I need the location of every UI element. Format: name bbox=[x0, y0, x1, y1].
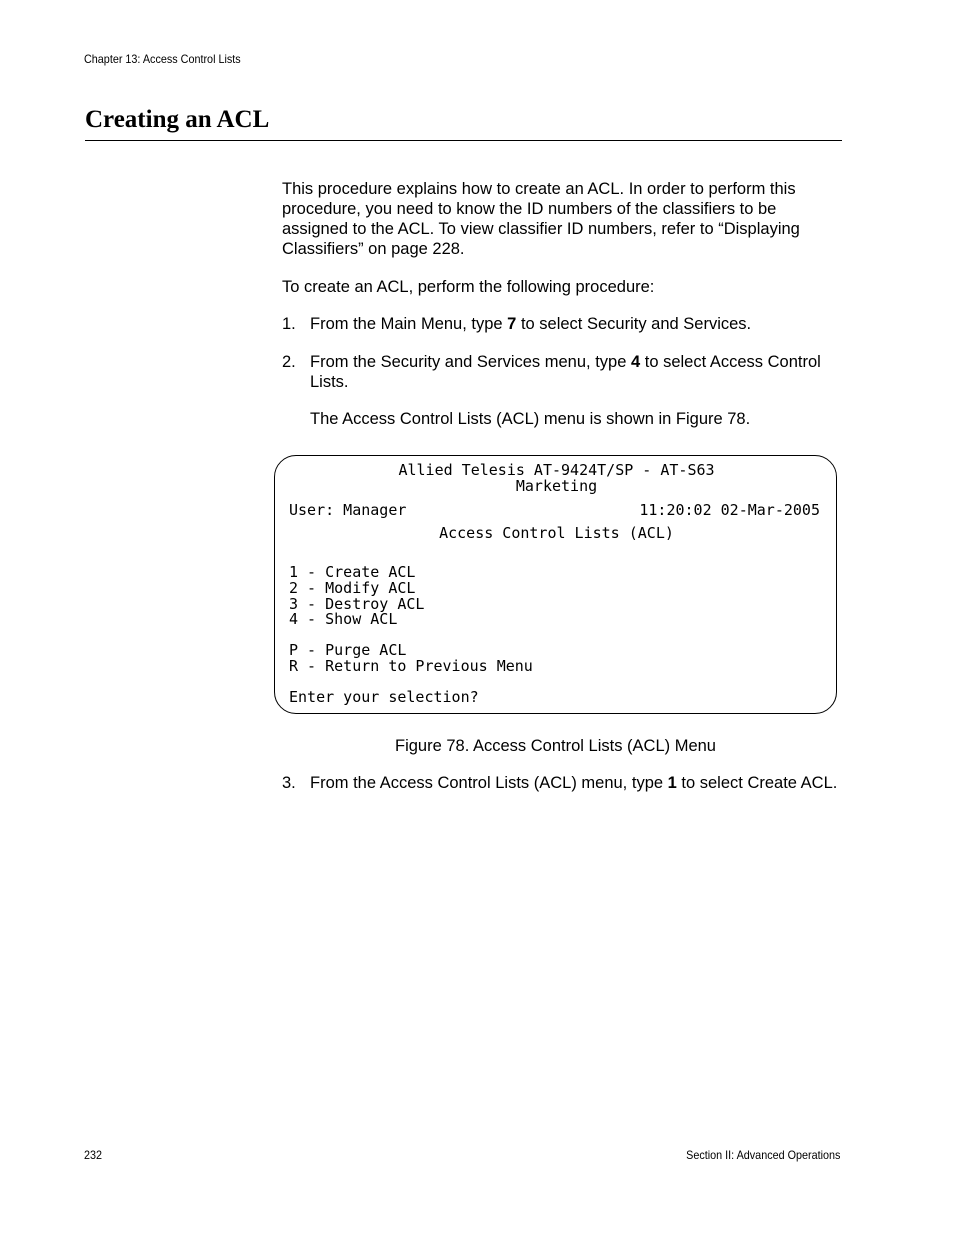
terminal-device: Allied Telesis AT-9424T/SP - AT-S63 bbox=[398, 461, 715, 479]
step-number: 3. bbox=[282, 774, 296, 792]
key-value: 7 bbox=[507, 315, 517, 333]
intro-paragraph: This procedure explains how to create an ACL. In order to perform this procedure, you need to know the ID numbers of the classifiers to be assigned to the ACL. To view classifier ID numbers, refer to “Displaying Classifiers” on page 228. bbox=[282, 180, 800, 258]
title-rule bbox=[85, 140, 842, 141]
terminal-datetime: 11:20:02 02-Mar-2005 bbox=[639, 501, 820, 519]
terminal-menu-title: Access Control Lists (ACL) bbox=[439, 524, 674, 542]
section-title: Creating an ACL bbox=[85, 106, 270, 133]
menu-option-modify: 2 - Modify ACL bbox=[289, 579, 416, 597]
terminal-user: User: Manager bbox=[289, 501, 407, 519]
step-text: From the Main Menu, type 7 to select Security and Services. bbox=[310, 315, 752, 333]
step-2-note: The Access Control Lists (ACL) menu is shown in Figure 78. bbox=[310, 410, 751, 428]
step-text: From the Security and Services menu, type 4 to select Access Control Lists. bbox=[310, 353, 821, 391]
menu-option-create: 1 - Create ACL bbox=[289, 563, 416, 581]
menu-option-destroy: 3 - Destroy ACL bbox=[289, 595, 425, 613]
menu-option-show: 4 - Show ACL bbox=[289, 610, 398, 628]
key-value: 4 bbox=[630, 353, 641, 371]
step-number: 2. bbox=[282, 353, 296, 371]
menu-option-return: R - Return to Previous Menu bbox=[289, 657, 533, 675]
menu-option-purge: P - Purge ACL bbox=[289, 641, 407, 659]
footer-section: Section II: Advanced Operations bbox=[685, 1148, 840, 1162]
terminal-prompt: Enter your selection? bbox=[289, 688, 479, 706]
key-value: 1 bbox=[667, 774, 677, 792]
step-number: 1. bbox=[282, 315, 296, 333]
figure-caption: Figure 78. Access Control Lists (ACL) Menu bbox=[395, 737, 716, 755]
procedure-intro: To create an ACL, perform the following procedure: bbox=[282, 278, 655, 296]
step-text: From the Access Control Lists (ACL) menu, type 1 to select Create ACL. bbox=[310, 774, 838, 792]
terminal-location: Marketing bbox=[515, 477, 598, 495]
page-number: 232 bbox=[84, 1148, 103, 1162]
terminal-screen bbox=[274, 455, 837, 714]
running-header: Chapter 13: Access Control Lists bbox=[84, 52, 241, 66]
